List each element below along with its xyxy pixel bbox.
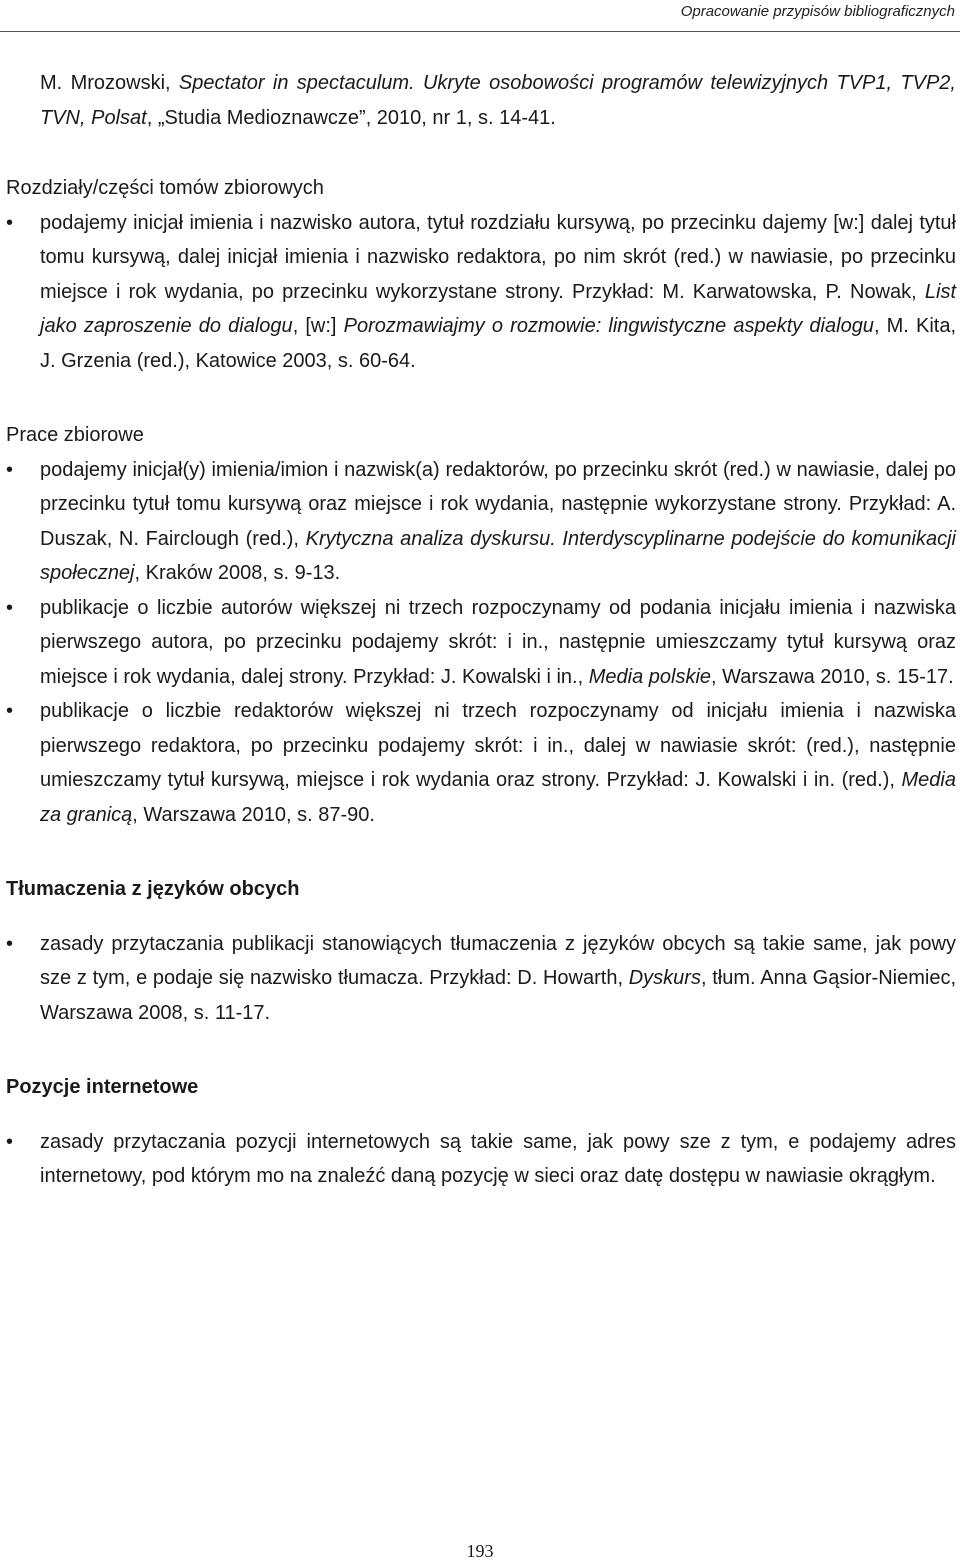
- item-text: podajemy inicjał imienia i nazwisko autora, tytuł rozdziału kursywą, po przecinku dajemy [w:] dalej tytuł tomu kursywą, dalej inicjał imienia i nazwisko redaktora, po nim skrót (red.) w nawiasie, po przecinku miejsce i rok wydania, po przecinku wykorzystane strony. Przykład: M. Karwatowska, P. Nowak,: [40, 211, 956, 303]
- item-text: , Warszawa 2010, s. 15-17.: [711, 665, 954, 688]
- item-italic-title: Krytyczna analiza dyskursu. Interdyscyplinarne podejście do komunikacji społecznej: [40, 527, 956, 584]
- bullet-icon: •: [6, 596, 14, 619]
- collective-list: [6, 453, 956, 833]
- item-text: podajemy inicjał(y) imienia/imion i nazwisk(a) redaktorów, po przecinku skrót (red.) w nawiasie, dalej po przecinku tytuł tomu kursywą oraz miejsce i rok wydania, następnie wykorzystane strony. Przykład: A. Duszak, N. Fairclough (red.),: [40, 458, 956, 550]
- chapters-list: [6, 206, 956, 379]
- translations-list: [6, 927, 956, 1031]
- item-italic-title: Media za granicą: [40, 769, 956, 826]
- intro-author: M. Mrozowski,: [40, 72, 179, 94]
- item-text: zasady przytaczania pozycji internetowych są takie same, jak powy sze z tym, e podajemy adres internetowy, pod którym mo na znaleźć daną pozycję w sieci oraz datę dostępu w nawiasie okrągłym.: [40, 1130, 956, 1187]
- item-text: publikacje o liczbie redaktorów większej ni trzech rozpoczynamy od inicjału imienia i nazwiska pierwszego redaktora, po przecinku podajemy skrót: i in., dalej w nawiasie skrót: (red.), następnie umieszczamy tytuł kursywą, miejsce i rok wydania oraz strony. Przykład: J. Kowalski i in. (red.),: [40, 700, 956, 791]
- item-italic-title: Media polskie: [588, 665, 712, 688]
- header-rule: [0, 31, 960, 32]
- internet-list: [6, 1125, 956, 1194]
- section-heading-collective: Prace zbiorowe: [6, 424, 144, 446]
- running-header: Opracowanie przypisów bibliograficznych: [680, 3, 955, 20]
- list-item: [6, 1125, 956, 1194]
- item-text: , Kraków 2008, s. 9-13.: [134, 562, 341, 584]
- bullet-icon: •: [6, 458, 14, 481]
- section-heading-chapters: Rozdziały/części tomów zbiorowych: [6, 177, 324, 199]
- document-body: [6, 66, 956, 1194]
- item-text: , M. Kita, J. Grzenia (red.), Katowice 2003, s. 60-64.: [40, 315, 956, 372]
- intro-title: Spectator in spectaculum. Ukryte osobowości programów telewizyjnych TVP1, TVP2, TVN, Polsat: [40, 72, 956, 129]
- item-italic-title: Dyskurs: [628, 967, 701, 989]
- bullet-icon: •: [6, 700, 14, 722]
- bullet-icon: •: [6, 1130, 14, 1153]
- section-heading-internet: Pozycje internetowe: [6, 1076, 199, 1098]
- item-text: , tłum. Anna Gąsior-Niemiec, Warszawa 2008, s. 11-17.: [40, 967, 957, 1024]
- intro-rest: , „Studia Medioznawcze”, 2010, nr 1, s. 14-41.: [146, 106, 556, 129]
- item-text: publikacje o liczbie autorów większej ni trzech rozpoczynamy od podania inicjału imienia i nazwiska pierwszego autora, po przecinku podajemy skrót: i in., następnie umieszczamy tytuł kursywą oraz miejsce i rok wydania, dalej strony. Przykład: J. Kowalski i in.,: [40, 596, 956, 688]
- item-italic-title: List jako zaproszenie do dialogu: [40, 280, 956, 337]
- list-item: [6, 694, 956, 832]
- item-text: zasady przytaczania publikacji stanowiących tłumaczenia z języków obcych są takie same, jak powy sze z tym, e podaje się nazwisko tłumacza. Przykład: D. Howarth,: [40, 932, 956, 989]
- section-heading-translations: Tłumaczenia z języków obcych: [6, 878, 300, 900]
- item-italic-title: Porozmawiajmy o rozmowie: lingwistyczne aspekty dialogu: [343, 315, 874, 337]
- bullet-icon: •: [6, 932, 14, 955]
- list-item: [6, 453, 956, 591]
- item-text: , [w:]: [292, 315, 344, 337]
- bullet-icon: •: [6, 211, 14, 234]
- item-text: , Warszawa 2010, s. 87-90.: [132, 803, 375, 826]
- list-item: [6, 206, 956, 379]
- intro-reference: [6, 66, 956, 135]
- page-number: 193: [466, 1541, 494, 1561]
- list-item: [6, 591, 956, 695]
- list-item: [6, 927, 956, 1031]
